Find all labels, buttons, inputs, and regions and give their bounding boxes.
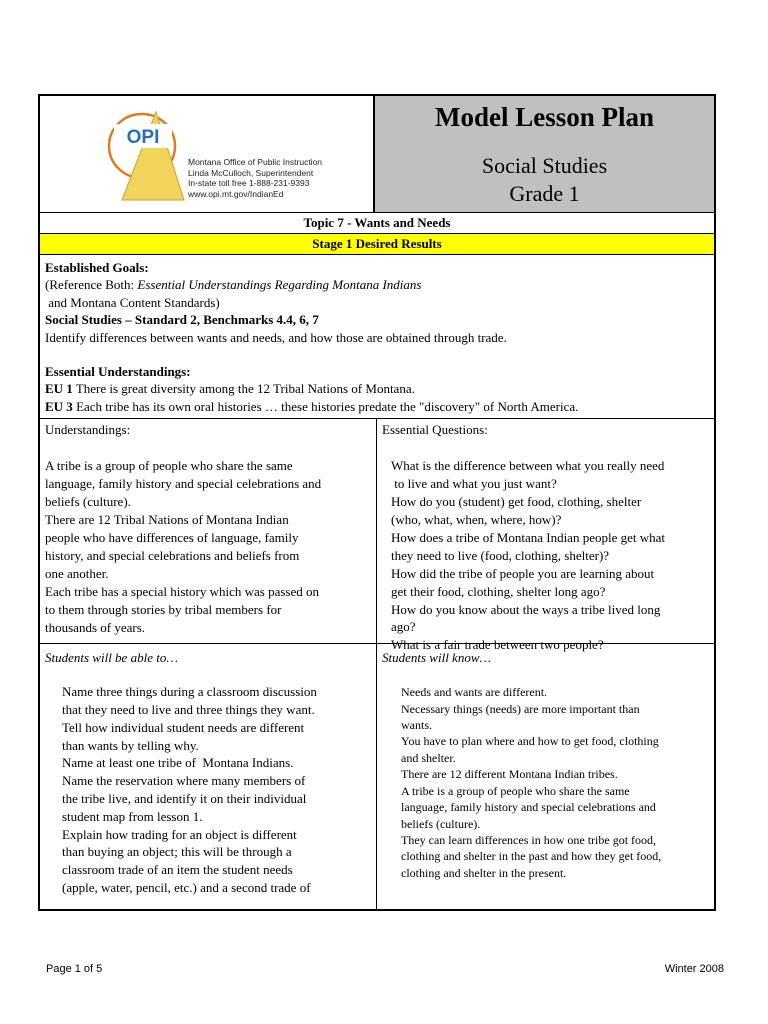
footer-date: Winter 2008 bbox=[664, 963, 724, 975]
eu1-text: There is great diversity among the 12 Tribal Nations of Montana. bbox=[72, 381, 415, 397]
able-line: than buying an object; this will be through a bbox=[62, 844, 292, 860]
understanding-line: language, family history and special celebrations and bbox=[45, 476, 322, 492]
able-line: Name at least one tribe of Montana Indians. bbox=[62, 755, 294, 771]
question-line: to live and what you just want? bbox=[391, 476, 557, 492]
document-title: Model Lesson Plan bbox=[434, 102, 655, 132]
question-line: they need to live (food, clothing, shelter)? bbox=[391, 547, 610, 563]
understanding-line: There are 12 Tribal Nations of Montana Indian bbox=[45, 512, 289, 528]
question-line: ago? bbox=[391, 619, 416, 635]
grade-label: Grade 1 bbox=[509, 181, 580, 206]
know-line: clothing and shelter in the present. bbox=[401, 865, 567, 880]
understanding-line: people who have differences of language, family bbox=[45, 530, 299, 546]
understanding-line: Each tribe has a special history which was passed on bbox=[45, 584, 320, 600]
understandings-body bbox=[40, 440, 376, 641]
understanding-line: to them through stories by tribal members for bbox=[45, 602, 282, 618]
understanding-line: one another. bbox=[45, 566, 109, 582]
know-line: Necessary things (needs) are more important than bbox=[401, 701, 640, 716]
eu-heading: Essential Understandings: bbox=[45, 364, 191, 380]
understanding-line: thousands of years. bbox=[45, 620, 146, 636]
understanding-line: history, and special celebrations and beliefs from bbox=[45, 548, 300, 564]
question-line: What is the difference between what you really need bbox=[391, 458, 665, 474]
logo-line: Linda McCulloch, Superintendent bbox=[188, 167, 314, 178]
eu3-label: EU 3 bbox=[45, 398, 73, 414]
standard-heading: Social Studies – Standard 2, Benchmarks 4.4, 6, 7 bbox=[45, 312, 319, 328]
subject-label: Social Studies bbox=[481, 153, 608, 178]
question-line: How does a tribe of Montana Indian people get what bbox=[391, 529, 666, 545]
goals-ref-title: Essential Understandings Regarding Montana Indians bbox=[137, 277, 422, 293]
goals-ref-line2: and Montana Content Standards) bbox=[45, 294, 220, 310]
question-line: What is a fair trade between two people? bbox=[391, 637, 604, 653]
able-line: classroom trade of an item the student needs bbox=[62, 862, 293, 878]
students-able-body bbox=[40, 668, 376, 897]
essential-questions-cell bbox=[377, 419, 714, 653]
able-line: than wants by telling why. bbox=[62, 737, 199, 753]
question-line: How do you know about the ways a tribe lived long bbox=[391, 601, 661, 617]
students-know-heading: Students will know… bbox=[382, 650, 492, 666]
stage-heading: Stage 1 Desired Results bbox=[40, 234, 714, 255]
students-able-cell bbox=[40, 644, 377, 909]
essential-questions-body bbox=[377, 440, 714, 658]
logo-line: In-state toll free 1-888-231-9393 bbox=[188, 178, 310, 188]
know-line: clothing and shelter in the past and how they get food, bbox=[401, 849, 662, 864]
logo-line: www.opi.mt.gov/IndianEd bbox=[188, 188, 284, 199]
know-line: They can learn differences in how one tribe got food, bbox=[401, 832, 657, 847]
lesson-plan-table bbox=[38, 94, 716, 911]
able-line: the tribe live, and identify it on their individual bbox=[62, 791, 307, 807]
know-line: beliefs (culture). bbox=[401, 816, 481, 831]
able-line: Explain how trading for an object is different bbox=[62, 826, 297, 842]
goals-ref-prefix: (Reference Both: bbox=[45, 277, 138, 293]
question-line: (who, what, when, where, how)? bbox=[391, 511, 562, 527]
header-row bbox=[40, 96, 714, 213]
eu3-text: Each tribe has its own oral histories … these histories predate the "discovery" of North America. bbox=[72, 398, 579, 414]
essential-questions-heading: Essential Questions: bbox=[382, 422, 488, 438]
identify-text: Identify differences between wants and needs, and how those are obtained through trade. bbox=[45, 329, 507, 345]
logo-cell bbox=[40, 96, 375, 212]
question-line: How did the tribe of people you are learning about bbox=[391, 565, 655, 581]
understandings-cell bbox=[40, 419, 377, 643]
know-line: A tribe is a group of people who share the same bbox=[401, 783, 630, 798]
understandings-row bbox=[40, 419, 714, 653]
goals-heading: Established Goals: bbox=[45, 260, 149, 275]
able-line: Name three things during a classroom discussion bbox=[62, 684, 317, 700]
page-number: Page 1 of 5 bbox=[46, 963, 103, 975]
know-line: There are 12 different Montana Indian tribes. bbox=[401, 767, 618, 782]
understandings-heading: Understandings: bbox=[45, 422, 131, 438]
know-line: Needs and wants are different. bbox=[401, 685, 548, 700]
able-line: Tell how individual student needs are different bbox=[62, 719, 305, 735]
able-line: (apple, water, pencil, etc.) and a second trade of bbox=[62, 880, 311, 896]
logo-line: Montana Office of Public Instruction bbox=[188, 157, 323, 167]
eu1-label: EU 1 bbox=[45, 381, 73, 397]
question-line: How do you (student) get food, clothing, shelter bbox=[391, 494, 642, 510]
understanding-line: A tribe is a group of people who share the same bbox=[45, 458, 293, 474]
svg-text:OPI: OPI bbox=[126, 127, 160, 148]
know-line: wants. bbox=[401, 718, 432, 733]
title-cell bbox=[375, 96, 714, 212]
question-line: get their food, clothing, shelter long ago? bbox=[391, 583, 606, 599]
students-row bbox=[40, 644, 714, 909]
understanding-line: beliefs (culture). bbox=[45, 494, 131, 510]
know-line: and shelter. bbox=[401, 750, 456, 765]
know-line: language, family history and special celebrations and bbox=[401, 800, 656, 815]
students-able-heading: Students will be able to… bbox=[45, 650, 178, 666]
know-line: You have to plan where and how to get food, clothing bbox=[401, 734, 659, 749]
topic-heading: Topic 7 - Wants and Needs bbox=[40, 213, 714, 234]
students-know-body bbox=[377, 668, 714, 881]
students-know-cell bbox=[377, 644, 714, 909]
logo-caption bbox=[188, 157, 322, 199]
able-line: student map from lesson 1. bbox=[62, 808, 203, 824]
able-line: that they need to live and three things they want. bbox=[62, 702, 315, 718]
established-goals-section bbox=[40, 255, 714, 419]
able-line: Name the reservation where many members of bbox=[62, 773, 306, 789]
